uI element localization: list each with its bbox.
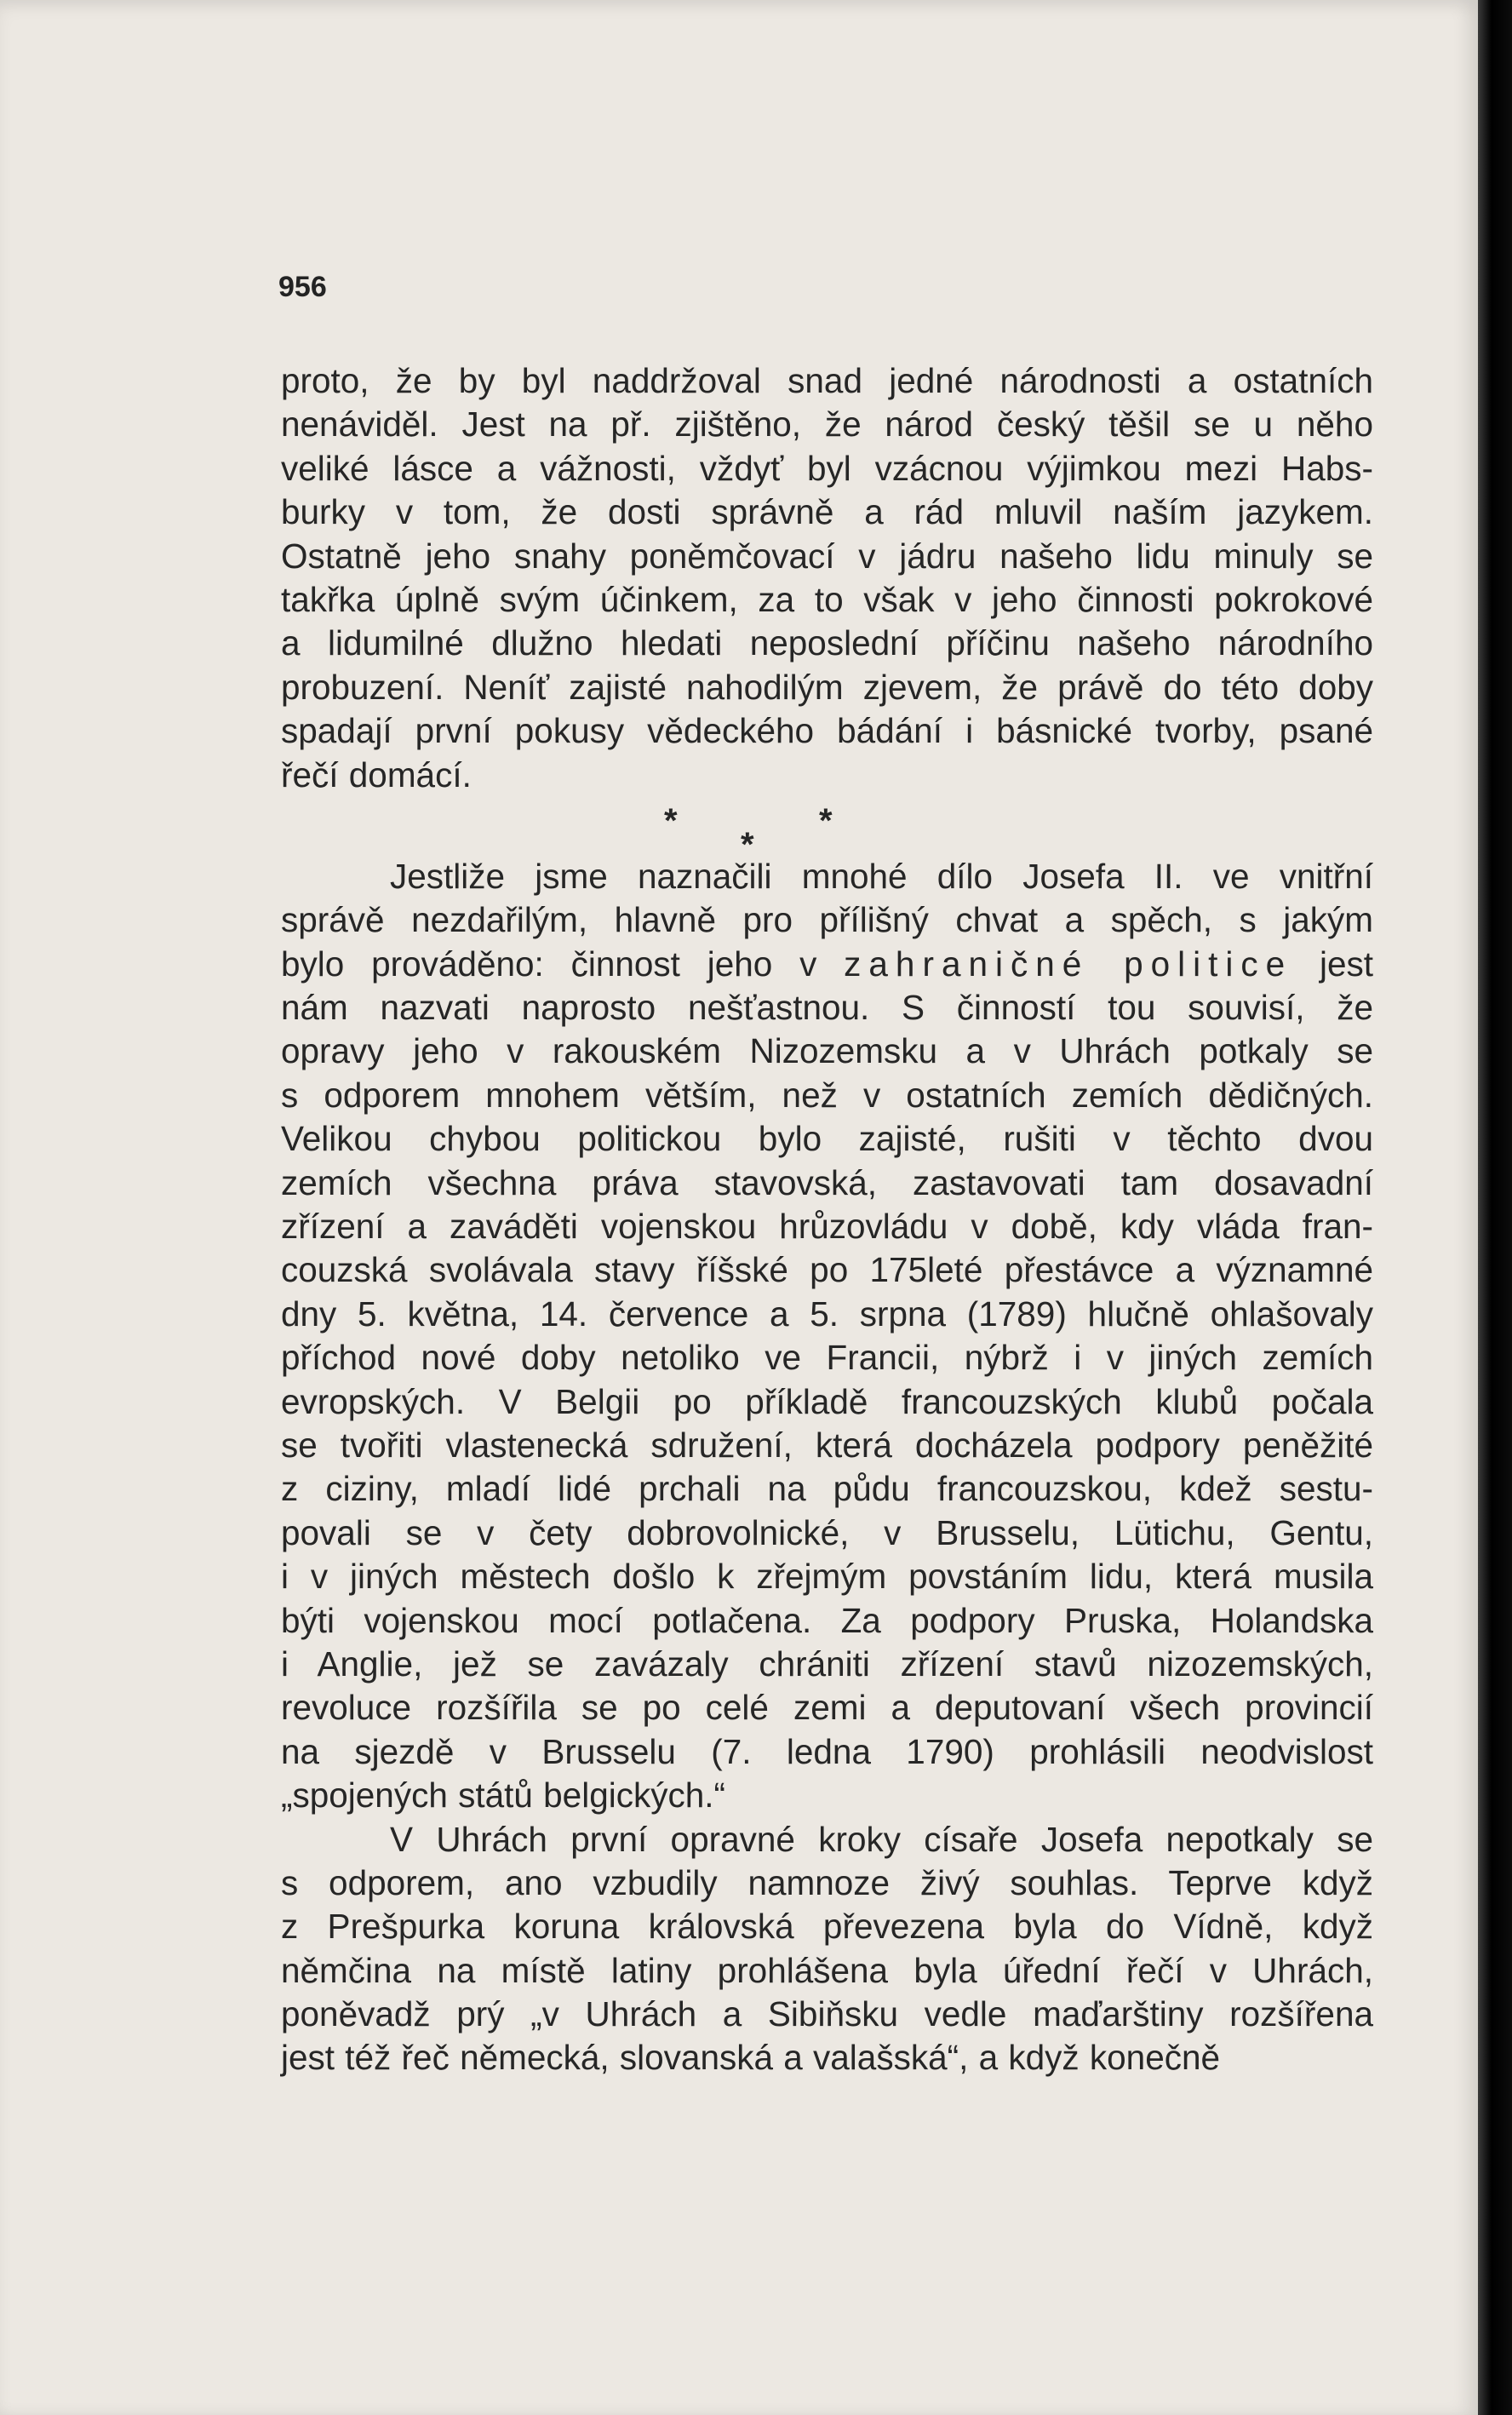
body-text [281, 359, 1373, 2080]
text-line: a lidumilné dlužno hledati neposlední příčinu našeho národního [281, 623, 1373, 663]
page-edge-shadow [1478, 0, 1512, 2415]
paragraph-2 [281, 855, 1373, 1818]
separator-star: * [664, 801, 678, 840]
text-line: spadají první pokusy vědeckého bádání i básnické tvorby, psané [281, 711, 1373, 751]
text-line: proto, že by byl naddržoval snad jedné národnosti a ostatních [281, 361, 1373, 400]
text-line: Ostatně jeho snahy poněmčovací v jádru našeho lidu minuly se [281, 536, 1373, 576]
text-line: V Uhrách první opravné kroky císaře Josefa nepotkaly se [390, 1819, 1373, 1859]
text-line: veliké lásce a vážnosti, vždyť byl vzácnou výjimkou mezi Habs- [281, 448, 1373, 488]
text-line: povali se v čety dobrovolnické, v Brusselu, Lütichu, Gentu, [281, 1512, 1373, 1552]
text-line: revoluce rozšířila se po celé zemi a deputovaní všech provincií [281, 1688, 1373, 1728]
text-line: probuzení. Neníť zajisté nahodilým zjevem, že právě do této doby [281, 667, 1373, 707]
text-line: „spojených států belgických.“ [281, 1775, 725, 1816]
text-line: z ciziny, mladí lidé prchali na půdu francouzskou, kdež sestu- [281, 1469, 1373, 1509]
text-line: řečí domácí. [281, 754, 472, 794]
separator-star: * [741, 825, 754, 863]
text-line: zemích všechna práva stavovská, zastavovati tam dosavadní [281, 1162, 1373, 1202]
text-line: dny 5. května, 14. července a 5. srpna (1789) hlučně ohlašovaly [281, 1294, 1373, 1334]
text-line: býti vojenskou mocí potlačena. Za podpory Pruska, Holandska [281, 1600, 1373, 1640]
text-line: jest též řeč německá, slovanská a valašská“, a když konečně [281, 2038, 1221, 2078]
text-line: couzská svolávala stavy říšské po 175leté přestávce a významné [281, 1250, 1373, 1290]
text-line: z Prešpurka koruna královská převezena byla do Vídně, když [281, 1907, 1373, 1947]
text-line: s odporem mnohem větším, než v ostatních zemích dědičných. [281, 1075, 1373, 1115]
section-separator [281, 797, 1373, 863]
text-line: správě nezdařilým, hlavně pro přílišný chvat a spěch, s jakým [281, 900, 1373, 940]
text-line: bylo prováděno: činnost jeho v zahraničné politice jest [281, 944, 1374, 984]
separator-star: * [819, 801, 833, 840]
text-line: takřka úplně svým účinkem, za to však v jeho činnosti pokrokové [281, 579, 1373, 619]
text-line: zřízení a zaváděti vojenskou hrůzovládu v době, kdy vláda fran- [281, 1207, 1373, 1247]
text-line: i Anglie, jež se zavázaly chrániti zřízení stavů nizozemských, [281, 1643, 1373, 1684]
text-line: nám nazvati naprosto nešťastnou. S činností tou souvisí, že [281, 988, 1373, 1028]
text-line: se tvořiti vlastenecká sdružení, která docházela podpory peněžité [281, 1425, 1373, 1465]
paragraph-1 [281, 359, 1373, 797]
text-line: s odporem, ano vzbudily namnoze živý souhlas. Teprve když [281, 1862, 1373, 1902]
emphasized-phrase: zahraničné politice [844, 944, 1293, 984]
text-line: opravy jeho v rakouském Nizozemsku a v Uhrách potkaly se [281, 1031, 1373, 1071]
page-number: 956 [278, 271, 327, 303]
text-line: němčina na místě latiny prohlášena byla úřední řečí v Uhrách, [281, 1950, 1373, 1990]
text-line: nenáviděl. Jest na př. zjištěno, že národ český těšil se u něho [281, 404, 1373, 445]
text-line: příchod nové doby netoliko ve Francii, nýbrž i v jiných zemích [281, 1338, 1373, 1378]
text-line: burky v tom, že dosti správně a rád mluvil naším jazykem. [281, 492, 1373, 532]
text-line: poněvadž prý „v Uhrách a Sibiňsku vedle maďarštiny rozšířena [281, 1994, 1373, 2034]
text-line: Jestliže jsme naznačili mnohé dílo Josefa II. ve vnitřní [390, 856, 1373, 896]
text-line: i v jiných městech došlo k zřejmým povstáním lidu, která musila [281, 1557, 1373, 1597]
text-line: evropských. V Belgii po příkladě francouzských klubů počala [281, 1381, 1373, 1421]
paragraph-3 [281, 1818, 1373, 2080]
text-line: na sjezdě v Brusselu (7. ledna 1790) prohlásili neodvislost [281, 1731, 1373, 1771]
text-line: Velikou chybou politickou bylo zajisté, rušiti v těchto dvou [281, 1119, 1373, 1159]
